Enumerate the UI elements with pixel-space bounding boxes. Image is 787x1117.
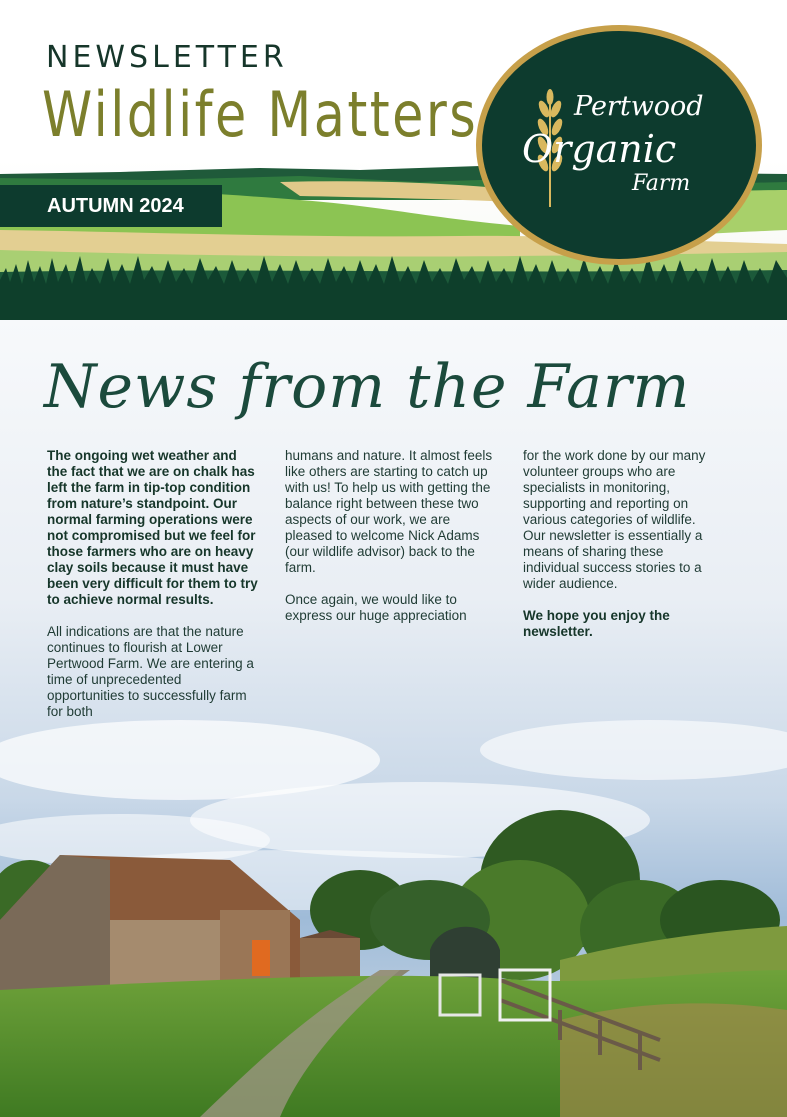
lead-paragraph: The ongoing wet weather and the fact that we are on chalk has left the farm in tip-top condition from nature’s standpoint. Our normal farming operations were not compromised but we feel for those farmers who are on heavy clay soils because it must have been very difficult for them to try to achieve normal results. (47, 448, 258, 607)
article-section (0, 320, 787, 1117)
article-column-2 (285, 448, 495, 640)
farm-logo (474, 23, 764, 268)
logo-organic: Organic (522, 127, 677, 171)
article-column-3 (523, 448, 721, 656)
season-banner (0, 185, 222, 227)
article-heading: News from the Farm (44, 352, 691, 422)
newsletter-title: Wildlife Matters (42, 78, 479, 151)
newsletter-kicker: NEWSLETTER (46, 40, 288, 75)
paragraph: Once again, we would like to express our huge appreciation (285, 592, 467, 623)
paragraph: humans and nature. It almost feels like others are starting to catch up with us! To help us with getting the balance right between these two aspects of our work, we are pleased to welcome Nick Adams (our wildlife advisor) back to the farm. (285, 448, 493, 575)
article-column-1 (47, 448, 259, 736)
closing-line: We hope you enjoy the newsletter. (523, 608, 670, 639)
paragraph: for the work done by our many volunteer groups who are specialists in monitoring, supporting and reporting on various categories of wildlife. Our newsletter is essentially a means of sharing these individual success stories to a wider audience. (523, 448, 706, 591)
logo-farm: Farm (632, 171, 691, 196)
logo-pertwood: Pertwood (574, 91, 704, 122)
masthead (0, 0, 787, 320)
paragraph: All indications are that the nature continues to flourish at Lower Pertwood Farm. We are entering a time of unprecedented opportunities to successfully farm for both (47, 624, 254, 719)
season-label: AUTUMN 2024 (47, 195, 184, 217)
